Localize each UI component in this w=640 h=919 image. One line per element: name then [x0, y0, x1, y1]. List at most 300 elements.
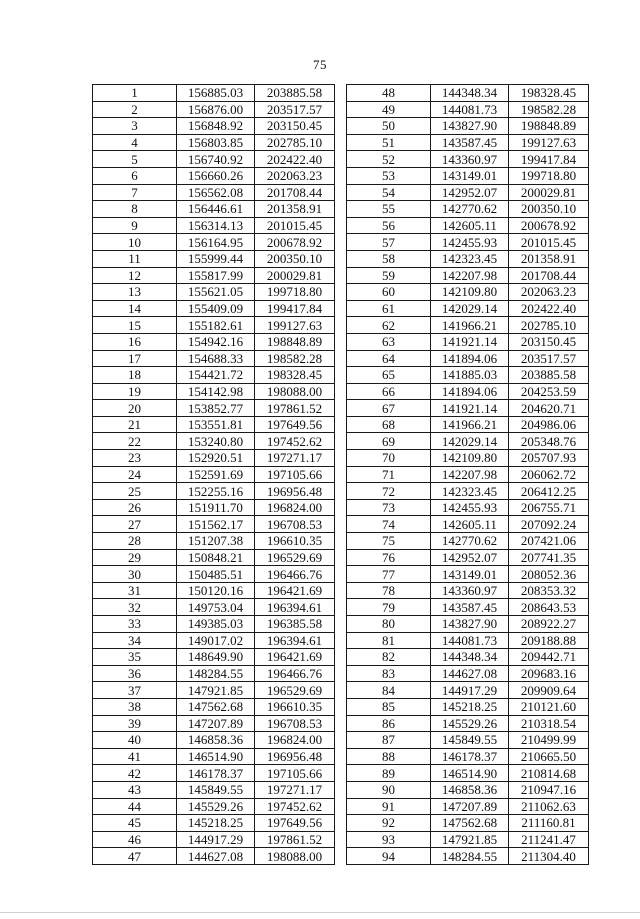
point-number-cell: 9	[93, 217, 177, 234]
x-coordinate-cell: 145529.26	[431, 715, 509, 732]
y-coordinate-cell: 201708.44	[509, 267, 589, 284]
y-coordinate-cell: 202785.10	[509, 317, 589, 334]
y-coordinate-cell: 196466.76	[255, 566, 335, 583]
table-row	[93, 533, 335, 550]
table-row	[347, 549, 589, 566]
x-coordinate-cell: 155621.05	[177, 284, 255, 301]
table-row	[347, 665, 589, 682]
point-number-cell: 4	[93, 134, 177, 151]
y-coordinate-cell: 197271.17	[255, 450, 335, 467]
x-coordinate-cell: 152920.51	[177, 450, 255, 467]
x-coordinate-cell: 142109.80	[431, 450, 509, 467]
table-row	[93, 516, 335, 533]
y-coordinate-cell: 209442.71	[509, 649, 589, 666]
point-number-cell: 44	[93, 798, 177, 815]
y-coordinate-cell: 209683.16	[509, 665, 589, 682]
table-row	[93, 499, 335, 516]
x-coordinate-cell: 156803.85	[177, 134, 255, 151]
point-number-cell: 39	[93, 715, 177, 732]
table-row	[347, 682, 589, 699]
x-coordinate-cell: 144627.08	[431, 665, 509, 682]
table-row	[347, 450, 589, 467]
point-number-cell: 85	[347, 698, 431, 715]
table-row	[93, 250, 335, 267]
x-coordinate-cell: 149753.04	[177, 599, 255, 616]
point-number-cell: 80	[347, 616, 431, 633]
point-number-cell: 58	[347, 250, 431, 267]
table-row	[93, 300, 335, 317]
x-coordinate-cell: 142770.62	[431, 533, 509, 550]
point-number-cell: 56	[347, 217, 431, 234]
x-coordinate-cell: 142952.07	[431, 184, 509, 201]
x-coordinate-cell: 142029.14	[431, 300, 509, 317]
point-number-cell: 5	[93, 151, 177, 168]
table-row	[347, 350, 589, 367]
x-coordinate-cell: 147562.68	[431, 815, 509, 832]
table-row	[347, 267, 589, 284]
y-coordinate-cell: 198328.45	[255, 367, 335, 384]
y-coordinate-cell: 197105.66	[255, 466, 335, 483]
table-row	[93, 665, 335, 682]
table-row	[347, 483, 589, 500]
point-number-cell: 37	[93, 682, 177, 699]
point-number-cell: 21	[93, 416, 177, 433]
y-coordinate-cell: 196394.61	[255, 599, 335, 616]
table-row	[93, 599, 335, 616]
table-row	[347, 367, 589, 384]
y-coordinate-cell: 199718.80	[255, 284, 335, 301]
point-number-cell: 20	[93, 400, 177, 417]
point-number-cell: 86	[347, 715, 431, 732]
table-row	[347, 599, 589, 616]
table-row	[347, 151, 589, 168]
point-number-cell: 93	[347, 831, 431, 848]
table-row	[93, 284, 335, 301]
x-coordinate-cell: 145849.55	[431, 732, 509, 749]
point-number-cell: 92	[347, 815, 431, 832]
x-coordinate-cell: 154688.33	[177, 350, 255, 367]
x-coordinate-cell: 142605.11	[431, 217, 509, 234]
x-coordinate-cell: 156314.13	[177, 217, 255, 234]
x-coordinate-cell: 146858.36	[431, 781, 509, 798]
table-row	[347, 118, 589, 135]
point-number-cell: 60	[347, 284, 431, 301]
coordinate-table-right	[346, 84, 589, 865]
y-coordinate-cell: 210318.54	[509, 715, 589, 732]
x-coordinate-cell: 146514.90	[431, 765, 509, 782]
table-row	[93, 682, 335, 699]
table-row	[347, 250, 589, 267]
x-coordinate-cell: 148284.55	[177, 665, 255, 682]
y-coordinate-cell: 200678.92	[255, 234, 335, 251]
y-coordinate-cell: 205707.93	[509, 450, 589, 467]
table-row	[347, 300, 589, 317]
table-row	[347, 466, 589, 483]
x-coordinate-cell: 153852.77	[177, 400, 255, 417]
table-row	[347, 333, 589, 350]
point-number-cell: 32	[93, 599, 177, 616]
table-row	[347, 433, 589, 450]
y-coordinate-cell: 203885.58	[255, 85, 335, 102]
table-row	[347, 184, 589, 201]
point-number-cell: 26	[93, 499, 177, 516]
table-row	[93, 167, 335, 184]
y-coordinate-cell: 210499.99	[509, 732, 589, 749]
point-number-cell: 61	[347, 300, 431, 317]
point-number-cell: 8	[93, 201, 177, 218]
table-row	[93, 632, 335, 649]
point-number-cell: 36	[93, 665, 177, 682]
point-number-cell: 38	[93, 698, 177, 715]
point-number-cell: 6	[93, 167, 177, 184]
y-coordinate-cell: 206412.25	[509, 483, 589, 500]
table-row	[93, 616, 335, 633]
point-number-cell: 42	[93, 765, 177, 782]
x-coordinate-cell: 156446.61	[177, 201, 255, 218]
table-row	[93, 383, 335, 400]
point-number-cell: 11	[93, 250, 177, 267]
point-number-cell: 2	[93, 101, 177, 118]
y-coordinate-cell: 201708.44	[255, 184, 335, 201]
y-coordinate-cell: 196421.69	[255, 649, 335, 666]
x-coordinate-cell: 148649.90	[177, 649, 255, 666]
y-coordinate-cell: 207092.24	[509, 516, 589, 533]
table-row	[93, 217, 335, 234]
point-number-cell: 79	[347, 599, 431, 616]
point-number-cell: 54	[347, 184, 431, 201]
point-number-cell: 69	[347, 433, 431, 450]
y-coordinate-cell: 210665.50	[509, 748, 589, 765]
x-coordinate-cell: 144348.34	[431, 649, 509, 666]
y-coordinate-cell: 196956.48	[255, 483, 335, 500]
x-coordinate-cell: 142770.62	[431, 201, 509, 218]
table-row	[347, 582, 589, 599]
y-coordinate-cell: 197649.56	[255, 416, 335, 433]
point-number-cell: 55	[347, 201, 431, 218]
point-number-cell: 17	[93, 350, 177, 367]
point-number-cell: 78	[347, 582, 431, 599]
point-number-cell: 68	[347, 416, 431, 433]
point-number-cell: 65	[347, 367, 431, 384]
table-row	[347, 317, 589, 334]
point-number-cell: 52	[347, 151, 431, 168]
x-coordinate-cell: 147562.68	[177, 698, 255, 715]
point-number-cell: 73	[347, 499, 431, 516]
x-coordinate-cell: 142207.98	[431, 267, 509, 284]
table-row	[93, 715, 335, 732]
y-coordinate-cell: 200029.81	[255, 267, 335, 284]
point-number-cell: 89	[347, 765, 431, 782]
y-coordinate-cell: 199718.80	[509, 167, 589, 184]
table-row	[93, 649, 335, 666]
y-coordinate-cell: 207741.35	[509, 549, 589, 566]
y-coordinate-cell: 209909.64	[509, 682, 589, 699]
x-coordinate-cell: 155817.99	[177, 267, 255, 284]
point-number-cell: 3	[93, 118, 177, 135]
y-coordinate-cell: 200350.10	[509, 201, 589, 218]
table-row	[347, 831, 589, 848]
table-row	[347, 499, 589, 516]
x-coordinate-cell: 147921.85	[431, 831, 509, 848]
y-coordinate-cell: 196610.35	[255, 698, 335, 715]
table-row	[347, 632, 589, 649]
x-coordinate-cell: 151911.70	[177, 499, 255, 516]
x-coordinate-cell: 156562.08	[177, 184, 255, 201]
y-coordinate-cell: 211241.47	[509, 831, 589, 848]
table-row	[347, 732, 589, 749]
x-coordinate-cell: 156660.26	[177, 167, 255, 184]
point-number-cell: 83	[347, 665, 431, 682]
y-coordinate-cell: 203517.57	[255, 101, 335, 118]
point-number-cell: 49	[347, 101, 431, 118]
y-coordinate-cell: 203150.45	[255, 118, 335, 135]
y-coordinate-cell: 197649.56	[255, 815, 335, 832]
table-row	[93, 317, 335, 334]
x-coordinate-cell: 147207.89	[431, 798, 509, 815]
table-row	[347, 848, 589, 865]
x-coordinate-cell: 155182.61	[177, 317, 255, 334]
y-coordinate-cell: 201015.45	[255, 217, 335, 234]
x-coordinate-cell: 146178.37	[177, 765, 255, 782]
x-coordinate-cell: 152255.16	[177, 483, 255, 500]
x-coordinate-cell: 155409.09	[177, 300, 255, 317]
y-coordinate-cell: 204620.71	[509, 400, 589, 417]
x-coordinate-cell: 147207.89	[177, 715, 255, 732]
y-coordinate-cell: 200029.81	[509, 184, 589, 201]
y-coordinate-cell: 202422.40	[509, 300, 589, 317]
x-coordinate-cell: 154421.72	[177, 367, 255, 384]
table-row	[93, 748, 335, 765]
table-row	[347, 85, 589, 102]
table-row	[347, 798, 589, 815]
table-row	[347, 781, 589, 798]
table-row	[347, 234, 589, 251]
x-coordinate-cell: 156164.95	[177, 234, 255, 251]
y-coordinate-cell: 198848.89	[509, 118, 589, 135]
y-coordinate-cell: 196610.35	[255, 533, 335, 550]
y-coordinate-cell: 199127.63	[255, 317, 335, 334]
x-coordinate-cell: 142455.93	[431, 499, 509, 516]
x-coordinate-cell: 148284.55	[431, 848, 509, 865]
y-coordinate-cell: 209188.88	[509, 632, 589, 649]
y-coordinate-cell: 203150.45	[509, 333, 589, 350]
page-bottom-edge	[0, 912, 640, 913]
point-number-cell: 66	[347, 383, 431, 400]
x-coordinate-cell: 142455.93	[431, 234, 509, 251]
table-row	[347, 715, 589, 732]
y-coordinate-cell: 210814.68	[509, 765, 589, 782]
y-coordinate-cell: 196529.69	[255, 549, 335, 566]
y-coordinate-cell: 198848.89	[255, 333, 335, 350]
x-coordinate-cell: 144917.29	[431, 682, 509, 699]
table-row	[347, 516, 589, 533]
point-number-cell: 82	[347, 649, 431, 666]
point-number-cell: 51	[347, 134, 431, 151]
table-row	[93, 582, 335, 599]
point-number-cell: 50	[347, 118, 431, 135]
point-number-cell: 71	[347, 466, 431, 483]
point-number-cell: 77	[347, 566, 431, 583]
y-coordinate-cell: 202063.23	[255, 167, 335, 184]
x-coordinate-cell: 153551.81	[177, 416, 255, 433]
x-coordinate-cell: 144081.73	[431, 632, 509, 649]
point-number-cell: 27	[93, 516, 177, 533]
table-row	[347, 416, 589, 433]
point-number-cell: 62	[347, 317, 431, 334]
point-number-cell: 10	[93, 234, 177, 251]
table-row	[347, 566, 589, 583]
point-number-cell: 41	[93, 748, 177, 765]
point-number-cell: 72	[347, 483, 431, 500]
point-number-cell: 19	[93, 383, 177, 400]
table-row	[93, 151, 335, 168]
point-number-cell: 59	[347, 267, 431, 284]
point-number-cell: 94	[347, 848, 431, 865]
point-number-cell: 91	[347, 798, 431, 815]
x-coordinate-cell: 150848.21	[177, 549, 255, 566]
table-row	[93, 367, 335, 384]
table-row	[93, 416, 335, 433]
x-coordinate-cell: 154942.16	[177, 333, 255, 350]
table-row	[347, 284, 589, 301]
table-row	[93, 118, 335, 135]
table-row	[347, 616, 589, 633]
y-coordinate-cell: 204253.59	[509, 383, 589, 400]
y-coordinate-cell: 196385.58	[255, 616, 335, 633]
table-row	[93, 781, 335, 798]
y-coordinate-cell: 196529.69	[255, 682, 335, 699]
x-coordinate-cell: 144081.73	[431, 101, 509, 118]
table-row	[93, 350, 335, 367]
x-coordinate-cell: 156885.03	[177, 85, 255, 102]
table-row	[347, 400, 589, 417]
point-number-cell: 88	[347, 748, 431, 765]
x-coordinate-cell: 143587.45	[431, 599, 509, 616]
table-row	[93, 466, 335, 483]
table-row	[93, 698, 335, 715]
y-coordinate-cell: 202785.10	[255, 134, 335, 151]
point-number-cell: 33	[93, 616, 177, 633]
x-coordinate-cell: 146858.36	[177, 732, 255, 749]
y-coordinate-cell: 196824.00	[255, 499, 335, 516]
point-number-cell: 47	[93, 848, 177, 865]
table-row	[93, 732, 335, 749]
table-row	[347, 649, 589, 666]
x-coordinate-cell: 145849.55	[177, 781, 255, 798]
x-coordinate-cell: 146514.90	[177, 748, 255, 765]
table-row	[93, 765, 335, 782]
x-coordinate-cell: 147921.85	[177, 682, 255, 699]
x-coordinate-cell: 145529.26	[177, 798, 255, 815]
table-row	[93, 85, 335, 102]
table-row	[93, 201, 335, 218]
y-coordinate-cell: 198582.28	[509, 101, 589, 118]
point-number-cell: 24	[93, 466, 177, 483]
table-row	[347, 167, 589, 184]
x-coordinate-cell: 141885.03	[431, 367, 509, 384]
point-number-cell: 31	[93, 582, 177, 599]
point-number-cell: 45	[93, 815, 177, 832]
y-coordinate-cell: 198328.45	[509, 85, 589, 102]
y-coordinate-cell: 201358.91	[509, 250, 589, 267]
y-coordinate-cell: 200678.92	[509, 217, 589, 234]
y-coordinate-cell: 202422.40	[255, 151, 335, 168]
x-coordinate-cell: 141921.14	[431, 333, 509, 350]
table-row	[93, 400, 335, 417]
y-coordinate-cell: 197452.62	[255, 798, 335, 815]
x-coordinate-cell: 143827.90	[431, 616, 509, 633]
y-coordinate-cell: 196708.53	[255, 715, 335, 732]
point-number-cell: 30	[93, 566, 177, 583]
x-coordinate-cell: 156876.00	[177, 101, 255, 118]
point-number-cell: 35	[93, 649, 177, 666]
table-row	[93, 267, 335, 284]
x-coordinate-cell: 142323.45	[431, 250, 509, 267]
x-coordinate-cell: 143149.01	[431, 566, 509, 583]
x-coordinate-cell: 151207.38	[177, 533, 255, 550]
y-coordinate-cell: 201358.91	[255, 201, 335, 218]
x-coordinate-cell: 146178.37	[431, 748, 509, 765]
x-coordinate-cell: 143149.01	[431, 167, 509, 184]
table-row	[347, 134, 589, 151]
table-row	[347, 217, 589, 234]
y-coordinate-cell: 199127.63	[509, 134, 589, 151]
x-coordinate-cell: 142109.80	[431, 284, 509, 301]
table-row	[347, 765, 589, 782]
coordinate-table-left	[92, 84, 335, 865]
point-number-cell: 74	[347, 516, 431, 533]
y-coordinate-cell: 208643.53	[509, 599, 589, 616]
point-number-cell: 1	[93, 85, 177, 102]
point-number-cell: 7	[93, 184, 177, 201]
y-coordinate-cell: 198088.00	[255, 848, 335, 865]
y-coordinate-cell: 196421.69	[255, 582, 335, 599]
point-number-cell: 43	[93, 781, 177, 798]
y-coordinate-cell: 196824.00	[255, 732, 335, 749]
y-coordinate-cell: 196956.48	[255, 748, 335, 765]
point-number-cell: 12	[93, 267, 177, 284]
x-coordinate-cell: 154142.98	[177, 383, 255, 400]
point-number-cell: 22	[93, 433, 177, 450]
y-coordinate-cell: 197271.17	[255, 781, 335, 798]
point-number-cell: 29	[93, 549, 177, 566]
y-coordinate-cell: 200350.10	[255, 250, 335, 267]
y-coordinate-cell: 210947.16	[509, 781, 589, 798]
table-row	[93, 831, 335, 848]
x-coordinate-cell: 151562.17	[177, 516, 255, 533]
y-coordinate-cell: 207421.06	[509, 533, 589, 550]
table-row	[347, 201, 589, 218]
table-row	[93, 450, 335, 467]
point-number-cell: 46	[93, 831, 177, 848]
table-row	[93, 815, 335, 832]
table-row	[93, 566, 335, 583]
x-coordinate-cell: 143827.90	[431, 118, 509, 135]
y-coordinate-cell: 202063.23	[509, 284, 589, 301]
table-row	[93, 101, 335, 118]
point-number-cell: 16	[93, 333, 177, 350]
x-coordinate-cell: 143587.45	[431, 134, 509, 151]
x-coordinate-cell: 142605.11	[431, 516, 509, 533]
y-coordinate-cell: 208353.32	[509, 582, 589, 599]
table-row	[347, 533, 589, 550]
point-number-cell: 63	[347, 333, 431, 350]
point-number-cell: 64	[347, 350, 431, 367]
y-coordinate-cell: 208052.36	[509, 566, 589, 583]
point-number-cell: 13	[93, 284, 177, 301]
x-coordinate-cell: 156740.92	[177, 151, 255, 168]
y-coordinate-cell: 206755.71	[509, 499, 589, 516]
